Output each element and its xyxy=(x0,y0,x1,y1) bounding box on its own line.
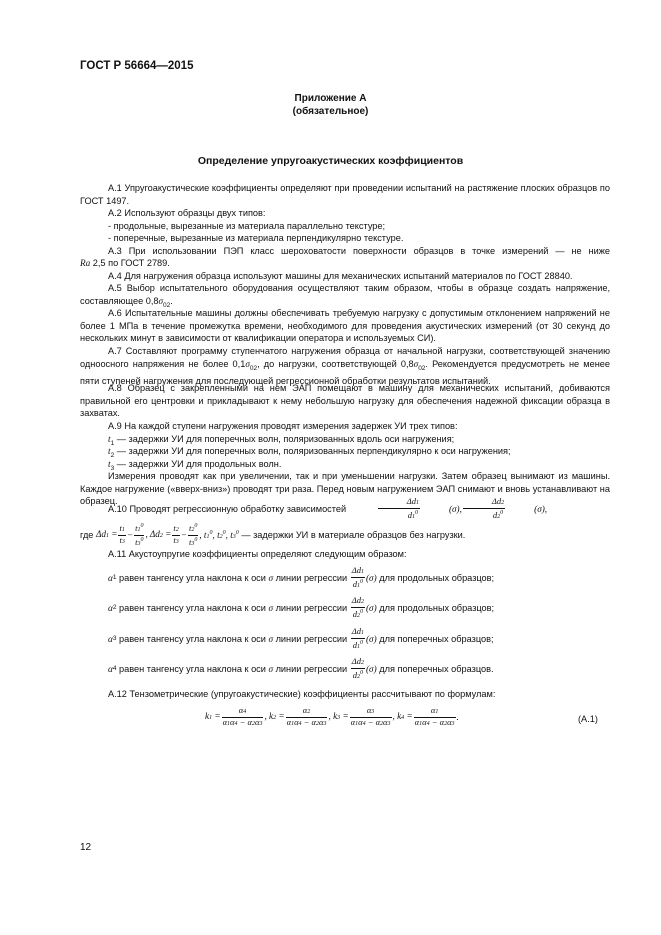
alpha3-line: α 3 равен тангенсу угла наклона к оси σ линии регрессии $\frac{\Delta d1}{d1^0}$ (σ) для поперечных образцов; xyxy=(108,626,494,650)
appendix-status: (обязательное) xyxy=(292,106,369,117)
t1-text: — задержки УИ для поперечных волн, поляризованных вдоль оси нагружения; xyxy=(114,434,455,444)
subscript: 02 xyxy=(163,301,171,309)
list-item: - поперечные, вырезанные из материала перпендикулярно текстуре. xyxy=(108,233,404,243)
delta-d2-fraction: $\frac{\Delta d2}{d2^0}$ xyxy=(463,497,505,522)
sigma-symbol: σ xyxy=(245,358,250,369)
alpha-symbol: α xyxy=(108,603,113,614)
alpha-tail: для продольных образцов; xyxy=(379,573,495,584)
sigma-symbol: σ xyxy=(158,295,164,306)
subscript: 1 xyxy=(112,574,117,582)
where-label: где xyxy=(80,530,94,541)
alpha1-line: α 1 равен тангенсу угла наклона к оси σ линии регрессии $\frac{\Delta d1}{d1^0}$ (σ) для продольных образцов; xyxy=(108,565,495,589)
sigma-symbol: σ xyxy=(268,664,273,675)
t-symbol: t xyxy=(108,446,111,456)
equation-number: (А.1) xyxy=(578,714,598,724)
sigma-symbol: σ xyxy=(268,573,273,584)
a7-text-c: . Рекомендуется предусмотреть не менее пяти ступеней нагружения для последующей регрессионной обработки результатов испытаний. xyxy=(80,358,610,387)
subscript: 2 xyxy=(112,604,117,612)
paragraph-a11: А.11 Акустоупругие коэффициенты определяют следующим образом: xyxy=(108,549,407,559)
formula-a1: k1 = $\frac{\alpha 4}{\alpha 1\alpha 4 - \alpha 2\alpha 3}$ , k2 = $\frac{\alpha 2}{\alpha 1\alpha 4 - \alpha 2\alpha 3}$ , k3 = $\frac{\alpha 3}{\alpha 1\alpha 4 - \alpha 2\alpha 3}$ , k4 = $\frac{\alpha 1}{\alpha 1\alpha 4 - \alpha 2\alpha 3}$ . xyxy=(205,705,459,727)
alpha-tail: для поперечных образцов. xyxy=(379,664,494,675)
subscript: 02 xyxy=(418,364,426,372)
sigma-symbol: σ xyxy=(413,358,419,369)
t3-text: — задержки УИ для продольных волн. xyxy=(114,459,282,469)
document-header: ГОСТ Р 56664—2015 xyxy=(80,60,194,72)
delta-d1-fraction: $\frac{\Delta d1}{d1^0}$ xyxy=(378,497,420,522)
alpha-symbol: α xyxy=(108,573,113,584)
sigma-symbol: σ xyxy=(268,603,273,614)
alpha-text2: линии регрессии xyxy=(275,664,348,675)
subscript: 02 xyxy=(249,364,258,372)
t-symbol: t xyxy=(108,434,111,444)
paragraph-a12: А.12 Тензометрические (упругоакустические) коэффициенты рассчитывают по формулам: xyxy=(108,689,496,699)
paragraph-a3: А.3 При использовании ПЭП класс шероховатости поверхности образцов в точке измерений — не ниже xyxy=(108,246,610,256)
where-tail: — задержки УИ в материале образцов без нагрузки. xyxy=(241,530,466,541)
section-title: Определение упругоакустических коэффициентов xyxy=(197,155,464,167)
a10-text: А.10 Проводят регрессионную обработку зависимостей xyxy=(108,504,347,515)
paragraph-a4: А.4 Для нагружения образца используют машины для механических испытаний материалов по ГОСТ 28840. xyxy=(108,271,573,281)
subscript: 4 xyxy=(112,665,117,673)
alpha2-line: α 2 равен тангенсу угла наклона к оси σ линии регрессии $\frac{\Delta d2}{d2^0}$ (σ) для продольных образцов; xyxy=(108,595,495,619)
page-number: 12 xyxy=(80,842,92,853)
alpha-symbol: α xyxy=(108,664,113,675)
paragraph-a6: А.6 Испытательные машины должны обеспечивать требуемую нагрузку с допустимым отклонением напряжений не более 1 МПа в течение промежутка времени, необходимого для проведения акустических измерений (от 30 секунд до нескольких минут в зависимости от квалификации оператора и используемых СИ). xyxy=(80,308,610,344)
alpha-text: равен тангенсу угла наклона к оси xyxy=(119,573,266,584)
paragraph-a10: А.10 Проводят регрессионную обработку зависимостей $\frac{\Delta d1}{d1^0}$ (σ), $\frac{\Delta d2}{d2^0}$ (σ), xyxy=(80,497,610,522)
list-item: - продольные, вырезанные из материала параллельно текстуре; xyxy=(108,221,386,231)
alpha-text2: линии регрессии xyxy=(275,603,348,614)
subscript: 2 xyxy=(110,451,115,459)
alpha-text2: линии регрессии xyxy=(275,634,348,645)
subscript: 1 xyxy=(110,439,115,447)
sigma-symbol: σ xyxy=(268,634,273,645)
ra-symbol: Ra xyxy=(80,258,91,268)
alpha-symbol: α xyxy=(108,634,113,645)
alpha-text: равен тангенсу угла наклона к оси xyxy=(119,603,266,614)
paragraph-a9-end: Измерения проводят как при увеличении, так и при уменьшении нагрузки. Затем образец вынимают из машины. Каждое нагружение («вверх-вниз») проводят три раза. Перед новым нагружением ЭАП снимают и вновь устанавливают на образец. xyxy=(80,471,610,507)
paragraph-a5: А.5 Выбор испытательного оборудования осуществляют таким образом, чтобы в образце создать напряжение, составляющее $0,8\sigma_{02}$. xyxy=(80,283,610,309)
alpha-text: равен тангенсу угла наклона к оси xyxy=(119,634,266,645)
paragraph-a8: А.8 Образец с закрепленными на нем ЭАП помещают в машину для механических испытаний, добиваются правильной его центровки и прикладывают к нему небольшую нагрузку для обеспечения надежной фиксации образца в захватах. xyxy=(80,383,610,419)
paragraph-a9: А.9 На каждой ступени нагружения проводят измерения задержек УИ трех типов: xyxy=(108,421,458,431)
a7-text-b: , до нагрузки, соответствующей 0,8 xyxy=(257,358,414,369)
t2-text: — задержки УИ для поперечных волн, поляризованных перпендикулярно к оси нагружения; xyxy=(114,446,511,456)
alpha-text: равен тангенсу угла наклона к оси xyxy=(119,664,266,675)
alpha-tail: для продольных образцов; xyxy=(379,603,495,614)
a3-tail: 2,5 по ГОСТ 2789. xyxy=(90,258,170,268)
alpha-tail: для поперечных образцов; xyxy=(379,634,494,645)
a7-text-a: А.7 Составляют программу ступенчатого нагружения образца от начальной нагрузки, соответствующей значению одноосного напряжения не более 0,1 xyxy=(80,346,610,369)
alpha-text2: линии регрессии xyxy=(275,573,348,584)
paragraph-a3-cont xyxy=(80,257,610,270)
a10-where-line: где Δd1 = $\frac{t1}{t3}$ − $\frac{t1^0}{t3^0}$ , Δd2 = $\frac{t2}{t3}$ − $\frac{t2^0}{t3^0}$ , $t1^0$, $t2^0$, $t3^0$ — задержки УИ в материале образцов без нагрузки. xyxy=(80,522,466,547)
appendix-title: Приложение А xyxy=(294,93,367,104)
t-symbol: t xyxy=(108,459,111,469)
paragraph-a1: А.1 Упругоакустические коэффициенты определяют при проведении испытаний на растяжение плоских образцов по ГОСТ 1497. xyxy=(80,183,610,206)
subscript: 3 xyxy=(110,464,115,472)
subscript: 3 xyxy=(112,635,117,643)
a5-text: А.5 Выбор испытательного оборудования осуществляют таким образом, чтобы в образце создать напряжение, составляющее 0,8 xyxy=(80,283,610,306)
alpha4-line: α 4 равен тангенсу угла наклона к оси σ линии регрессии $\frac{\Delta d2}{d2^0}$ (σ) для поперечных образцов. xyxy=(108,656,494,680)
paragraph-a2: А.2 Используют образцы двух типов: xyxy=(108,208,266,218)
